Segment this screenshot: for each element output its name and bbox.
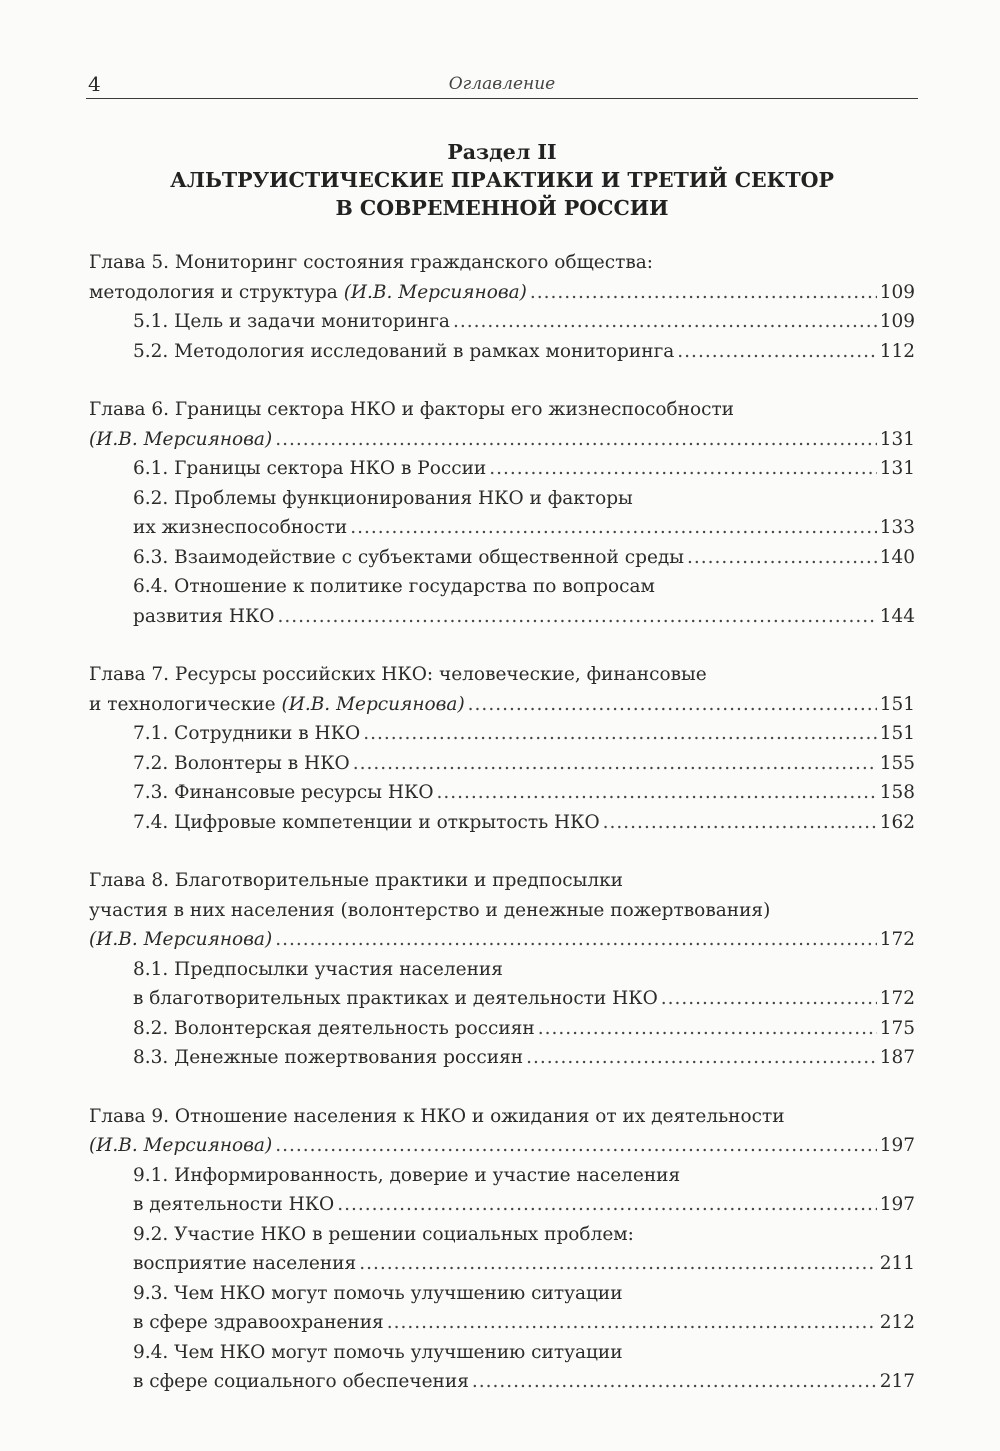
running-title: Оглавление — [448, 74, 556, 94]
toc-entry-text: 9.1. Информированность, доверие и участие населения — [133, 1164, 681, 1186]
dot-leader — [275, 925, 877, 955]
toc-page-number: 109 — [879, 311, 915, 332]
toc-page-number: 197 — [879, 1194, 915, 1215]
toc-entry-row — [133, 1043, 915, 1073]
toc-subsection-entry[interactable] — [89, 484, 915, 543]
toc-entry-text: 8.2. Волонтерская деятельность россиян — [133, 1017, 535, 1039]
toc-entry-row — [133, 984, 915, 1014]
dot-leader — [275, 1131, 877, 1161]
section-label: Раздел II — [447, 140, 557, 164]
toc-entry-text: Глава 8. Благотворительные практики и предпосылки — [89, 870, 623, 891]
dot-leader — [277, 602, 876, 632]
toc-entry-text: 6.2. Проблемы функционирования НКО и факторы — [133, 487, 633, 509]
toc-page-number: 175 — [879, 1017, 915, 1039]
dot-leader — [468, 690, 877, 720]
toc-entry-text: в деятельности НКО — [133, 1194, 335, 1215]
toc-entry-text: 7.4. Цифровые компетенции и открытость НКО — [133, 811, 600, 833]
toc-entry-text: 6.3. Взаимодействие с субъектами общественной среды — [133, 546, 685, 568]
toc-chapter-entry[interactable] — [89, 1102, 915, 1161]
dot-leader — [489, 454, 876, 484]
toc-entry-text: 7.3. Финансовые ресурсы НКО — [133, 782, 434, 803]
toc-entry-text: 8.1. Предпосылки участия населения — [133, 958, 503, 980]
toc-entry-row — [133, 1190, 915, 1220]
author-name: (И.В. Мерсиянова) — [89, 1135, 273, 1156]
toc-subsection-entry[interactable] — [89, 1161, 915, 1220]
toc-entry-text: в сфере социального обеспечения — [133, 1371, 469, 1392]
toc-page-number: 131 — [879, 458, 915, 479]
toc-entry-text — [89, 425, 272, 455]
toc-entry-row — [133, 719, 915, 749]
dot-leader — [437, 778, 877, 808]
toc-subsection-entry[interactable] — [89, 1220, 915, 1279]
toc-entry-row — [133, 778, 915, 808]
toc-page-number: 155 — [879, 752, 915, 774]
toc-page-number: 172 — [879, 988, 915, 1009]
toc-page-number: 158 — [879, 782, 915, 803]
toc-entry-text: их жизнеспособности — [133, 517, 348, 538]
dot-leader — [603, 808, 877, 838]
toc-page-number: 211 — [879, 1253, 915, 1274]
toc-entry-text: 5.2. Методология исследований в рамках мониторинга — [133, 340, 675, 362]
toc-subsection-entry[interactable] — [89, 955, 915, 1014]
toc-page-number: 187 — [879, 1047, 915, 1068]
toc-page-number: 133 — [879, 517, 915, 538]
toc-subsection-entry[interactable] — [89, 572, 915, 631]
toc-entry-text: 9.2. Участие НКО в решении социальных проблем: — [133, 1223, 634, 1245]
toc-entry-text: 8.3. Денежные пожертвования россиян — [133, 1047, 524, 1068]
dot-leader — [677, 337, 876, 367]
toc-entry-text: 7.2. Волонтеры в НКО — [133, 752, 350, 774]
toc-entry-text: участия в них населения (волонтерство и денежные пожертвования) — [89, 899, 771, 921]
author-name: (И.В. Мерсиянова) — [89, 929, 273, 950]
dot-leader — [275, 425, 877, 455]
dot-leader — [350, 513, 876, 543]
toc-page-number: 112 — [879, 340, 915, 362]
toc-subsection-entry[interactable] — [89, 337, 915, 367]
dot-leader — [661, 984, 877, 1014]
toc-entry-text: 6.4. Отношение к политике государства по вопросам — [133, 576, 655, 597]
toc-entry-row — [133, 513, 915, 543]
toc-entry-text: восприятие населения — [133, 1253, 357, 1274]
toc-entry-row — [133, 1249, 915, 1279]
section-title-line-1: АЛЬТРУИСТИЧЕСКИЕ ПРАКТИКИ И ТРЕТИЙ СЕКТОР — [170, 168, 834, 192]
toc-entry-text — [89, 925, 272, 955]
toc-page-number: 144 — [879, 605, 915, 627]
running-header — [86, 72, 918, 99]
toc-subsection-entry[interactable] — [89, 778, 915, 808]
toc-subsection-entry[interactable] — [89, 719, 915, 749]
toc-entry-text: 9.4. Чем НКО могут помочь улучшению ситуации — [133, 1341, 623, 1363]
toc-entry-row — [133, 1308, 915, 1338]
toc-page-number: 151 — [879, 693, 915, 715]
toc-entry-row — [133, 1367, 915, 1397]
toc-subsection-entry[interactable] — [89, 749, 915, 779]
author-name: (И.В. Мерсиянова) — [343, 281, 527, 303]
dot-leader — [363, 719, 877, 749]
toc-entry-text: 5.1. Цель и задачи мониторинга — [133, 311, 450, 332]
author-name: (И.В. Мерсиянова) — [281, 693, 465, 715]
toc-entry-row — [133, 337, 915, 367]
toc-entry-text: в сфере здравоохранения — [133, 1312, 384, 1333]
dot-leader — [387, 1308, 877, 1338]
toc-entry-row — [133, 543, 915, 573]
toc-subsection-entry[interactable] — [89, 808, 915, 838]
toc-entry-row — [133, 454, 915, 484]
toc-page-number: 109 — [879, 281, 915, 303]
toc-entry-text: Глава 7. Ресурсы российских НКО: человеческие, финансовые — [89, 664, 707, 685]
toc-entry-row — [89, 690, 915, 720]
dot-leader — [530, 278, 877, 308]
toc-entry-row — [89, 278, 915, 308]
toc-subsection-entry[interactable] — [89, 454, 915, 484]
toc-entry-text: Глава 6. Границы сектора НКО и факторы его жизнеспособности — [89, 399, 735, 420]
toc-chapter-entry[interactable] — [89, 248, 915, 307]
toc-page-number: 197 — [879, 1135, 915, 1156]
toc-entry-row — [89, 1131, 915, 1161]
toc-entry-row — [133, 307, 915, 337]
toc-entry-row — [133, 1014, 915, 1044]
dot-leader — [359, 1249, 877, 1279]
toc-entry-text: и технологические (И.В. Мерсиянова) — [89, 693, 465, 715]
toc-page-number: 217 — [879, 1371, 915, 1392]
toc-entry-text: Глава 9. Отношение населения к НКО и ожидания от их деятельности — [89, 1105, 785, 1127]
toc-entry-row — [89, 425, 915, 455]
toc-entry-text: развития НКО — [133, 605, 275, 627]
toc-entry-row — [89, 925, 915, 955]
toc-subsection-entry[interactable] — [89, 1014, 915, 1044]
toc-entry-text — [89, 1131, 272, 1161]
toc-chapter-entry[interactable] — [89, 395, 915, 454]
toc-page-number: 212 — [879, 1312, 915, 1333]
toc-entry-text: 7.1. Сотрудники в НКО — [133, 723, 361, 744]
dot-leader — [687, 543, 877, 573]
dot-leader — [526, 1043, 877, 1073]
toc-subsection-entry[interactable] — [89, 1279, 915, 1338]
toc-page-number: 140 — [879, 546, 915, 568]
table-of-contents — [89, 248, 915, 1397]
toc-chapter-entry[interactable] — [89, 866, 915, 955]
toc-entry-text: Глава 5. Мониторинг состояния гражданского общества: — [89, 252, 653, 273]
toc-entry-text: 6.1. Границы сектора НКО в России — [133, 458, 487, 479]
toc-entry-text: методология и структура (И.В. Мерсиянова) — [89, 281, 527, 303]
toc-entry-text: в благотворительных практиках и деятельности НКО — [133, 988, 658, 1009]
toc-subsection-entry[interactable] — [89, 543, 915, 573]
toc-page-number: 131 — [879, 428, 915, 450]
dot-leader — [472, 1367, 877, 1397]
dot-leader — [337, 1190, 876, 1220]
toc-entry-text: 9.3. Чем НКО могут помочь улучшению ситуации — [133, 1282, 623, 1304]
toc-page-number: 162 — [879, 811, 915, 833]
toc-entry-row — [133, 808, 915, 838]
page-number: 4 — [88, 72, 101, 96]
dot-leader — [538, 1014, 877, 1044]
section-heading — [86, 138, 918, 222]
toc-page-number: 151 — [879, 723, 915, 744]
toc-entry-row — [133, 602, 915, 632]
dot-leader — [353, 749, 877, 779]
toc-chapter-entry[interactable] — [89, 660, 915, 719]
toc-subsection-entry[interactable] — [89, 1043, 915, 1073]
toc-page-number: 172 — [879, 929, 915, 950]
toc-subsection-entry[interactable] — [89, 307, 915, 337]
author-name: (И.В. Мерсиянова) — [89, 428, 273, 450]
toc-subsection-entry[interactable] — [89, 1338, 915, 1397]
toc-entry-row — [133, 749, 915, 779]
section-title-line-2: В СОВРЕМЕННОЙ РОССИИ — [335, 196, 669, 220]
dot-leader — [453, 307, 877, 337]
